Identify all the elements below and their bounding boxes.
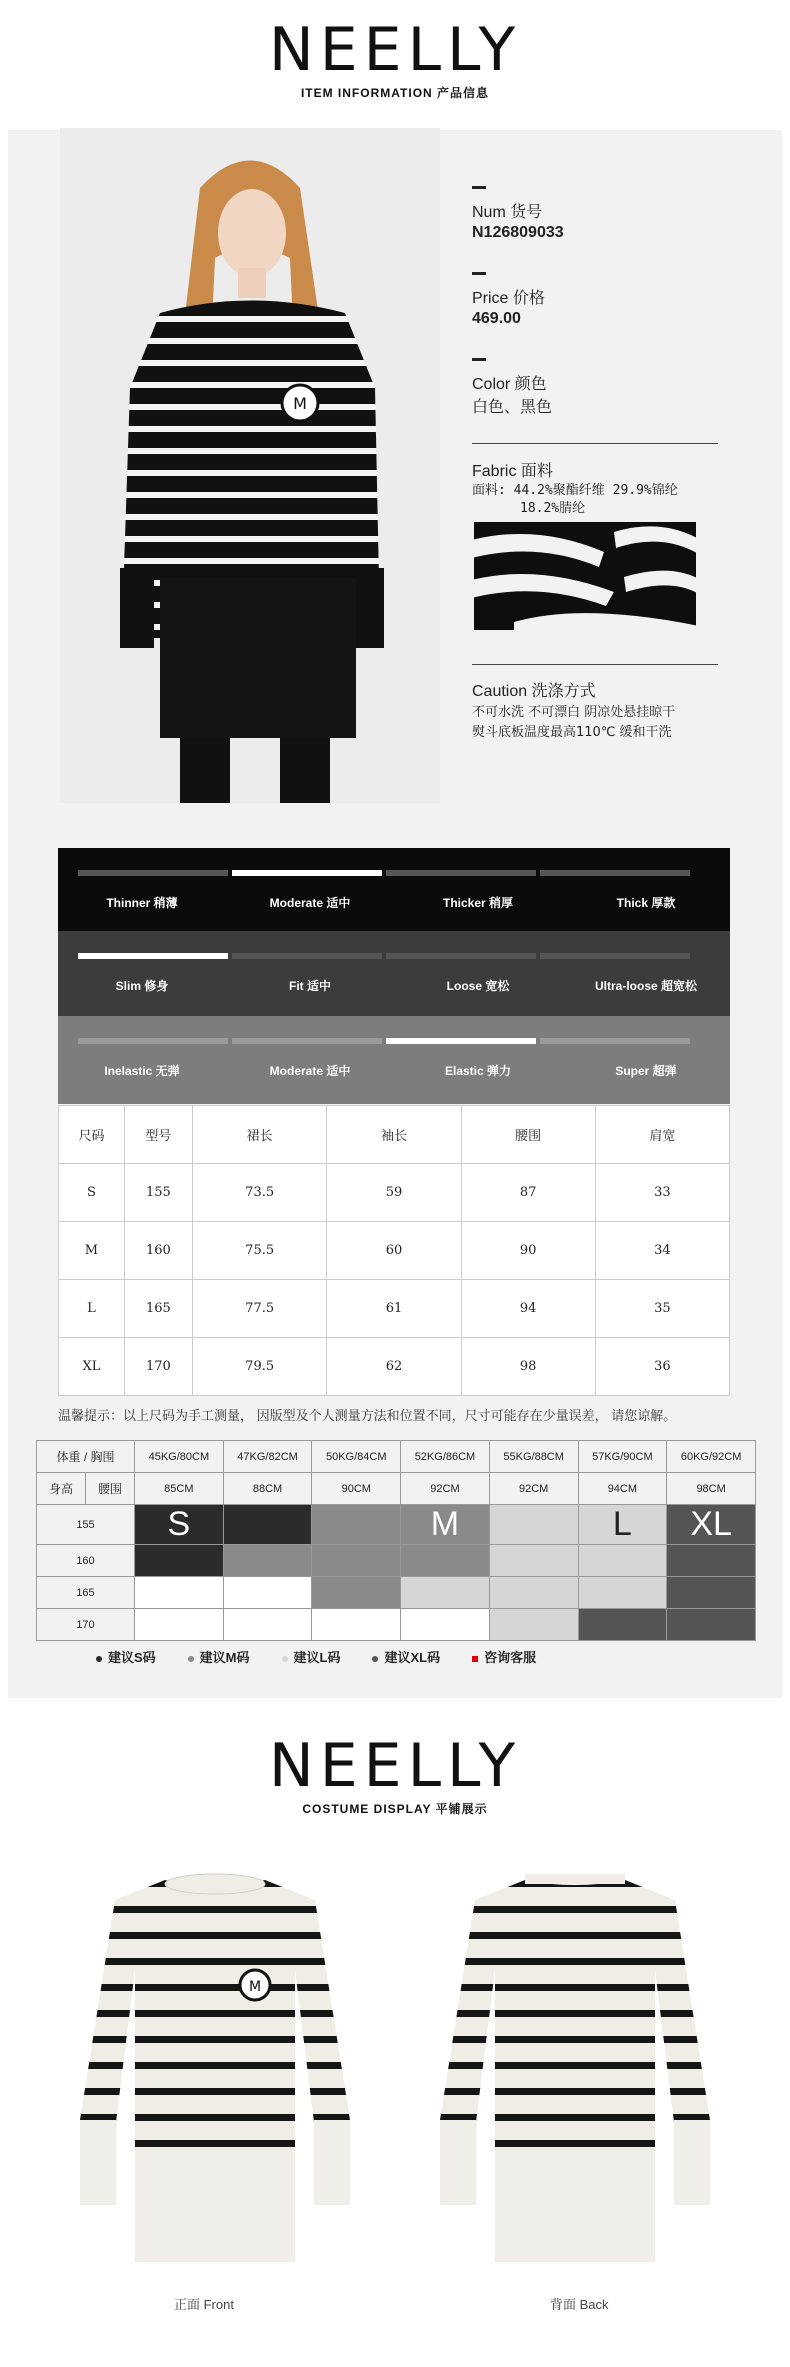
color-label: Color 颜色	[472, 376, 547, 393]
cell: L	[59, 1280, 125, 1338]
dash	[472, 272, 486, 275]
header-cell: 裙长	[192, 1106, 326, 1164]
height-cell: 170	[37, 1609, 135, 1641]
cell: 34	[595, 1222, 729, 1280]
legend-label: 建议L码	[293, 1650, 341, 1665]
waist-cell: 90CM	[312, 1473, 401, 1505]
grid-cell	[578, 1609, 667, 1641]
fit-bar-2	[232, 953, 382, 959]
thickness-label: Moderate 适中	[269, 896, 351, 910]
legend-square	[472, 1656, 478, 1662]
thickness-label: Thicker 稍厚	[442, 896, 514, 910]
size-legend	[96, 1647, 536, 1666]
grid-cell	[401, 1545, 490, 1577]
legend-dot	[282, 1656, 288, 1662]
num-field	[472, 186, 564, 242]
table-row	[59, 1338, 730, 1396]
corner-waist: 腰围	[86, 1473, 135, 1505]
dash	[472, 186, 486, 189]
cell: 155	[124, 1164, 192, 1222]
fit-bars	[78, 953, 690, 959]
table-row	[59, 1222, 730, 1280]
legend-label: 建议M码	[199, 1650, 250, 1665]
size-xl-marker: XL	[667, 1505, 756, 1545]
grid-cell	[223, 1505, 312, 1545]
legend-item-l	[282, 1647, 341, 1666]
cell: 160	[124, 1222, 192, 1280]
cell: S	[59, 1164, 125, 1222]
cell: 36	[595, 1338, 729, 1396]
legend-item-service	[472, 1647, 536, 1666]
grid-cell	[401, 1577, 490, 1609]
model-illustration	[60, 128, 440, 803]
fit-rating	[58, 931, 730, 1016]
cell: 59	[327, 1164, 461, 1222]
svg-text:M: M	[248, 1979, 262, 1995]
size-table	[58, 1105, 730, 1396]
legend-item-s	[96, 1647, 156, 1666]
elasticity-label: Inelastic 无弹	[104, 1064, 180, 1078]
weight-cell: 60KG/92CM	[667, 1441, 756, 1473]
weight-cell: 52KG/86CM	[401, 1441, 490, 1473]
grid-cell	[667, 1609, 756, 1641]
grid-cell	[312, 1577, 401, 1609]
height-row	[37, 1545, 756, 1577]
top-logo	[0, 15, 790, 101]
height-cell: 165	[37, 1577, 135, 1609]
waist-cell: 98CM	[667, 1473, 756, 1505]
size-note: 温馨提示：以上尺码为手工测量， 因版型及个人测量方法和位置不同，尺寸可能存在少量误差， 请您谅解。	[58, 1408, 677, 1423]
corner-weight-chest: 体重 / 胸围	[37, 1441, 135, 1473]
fabric-line-1: 面料: 44.2%聚酯纤维 29.9%锦纶	[472, 483, 678, 498]
grid-cell	[667, 1577, 756, 1609]
elasticity-label: Moderate 适中	[269, 1064, 351, 1078]
caution-line-1: 不可水洗 不可漂白 阴凉处悬挂晾干	[472, 705, 676, 720]
cell: 75.5	[192, 1222, 326, 1280]
legend-item-m	[188, 1647, 250, 1666]
grid-cell	[578, 1577, 667, 1609]
fit-bar-3	[386, 953, 536, 959]
cell: 98	[461, 1338, 595, 1396]
elasticity-bar-1	[78, 1038, 228, 1044]
elasticity-label: Super 超弹	[615, 1064, 677, 1078]
color-field	[472, 358, 552, 417]
waist-cell: 85CM	[135, 1473, 224, 1505]
front-garment	[60, 1870, 370, 2270]
height-row	[37, 1577, 756, 1609]
svg-text:M: M	[293, 394, 307, 413]
cell: 165	[124, 1280, 192, 1338]
waist-cell: 92CM	[401, 1473, 490, 1505]
weight-cell: 57KG/90CM	[578, 1441, 667, 1473]
grid-cell	[489, 1505, 578, 1545]
cell: 35	[595, 1280, 729, 1338]
price-field	[472, 272, 545, 328]
fit-labels	[58, 977, 730, 994]
cell: 87	[461, 1164, 595, 1222]
waist-cell: 94CM	[578, 1473, 667, 1505]
elasticity-labels	[58, 1062, 730, 1079]
height-cell: 155	[37, 1505, 135, 1545]
num-label: Num 货号	[472, 204, 543, 221]
grid-cell	[135, 1609, 224, 1641]
header-cell: 尺码	[59, 1106, 125, 1164]
fabric-label: Fabric 面料	[472, 463, 553, 480]
grid-cell	[489, 1545, 578, 1577]
table-row	[59, 1280, 730, 1338]
back-garment	[420, 1870, 730, 2270]
grid-cell	[312, 1505, 401, 1545]
weight-cell: 55KG/88CM	[489, 1441, 578, 1473]
cell: XL	[59, 1338, 125, 1396]
display-logo	[0, 1731, 790, 1817]
height-row	[37, 1609, 756, 1641]
height-cell: 160	[37, 1545, 135, 1577]
legend-item-xl	[372, 1647, 440, 1666]
thickness-label: Thick 厚款	[616, 896, 676, 910]
weight-cell: 50KG/84CM	[312, 1441, 401, 1473]
weight-cell: 45KG/80CM	[135, 1441, 224, 1473]
corner-height: 身高	[37, 1473, 86, 1505]
cell: M	[59, 1222, 125, 1280]
waist-cell: 92CM	[489, 1473, 578, 1505]
grid-cell	[312, 1609, 401, 1641]
thickness-bar-4	[540, 870, 690, 876]
grid-cell	[223, 1545, 312, 1577]
elasticity-rating	[58, 1016, 730, 1104]
fabric-line-2: 18.2%腈纶	[520, 501, 586, 516]
cell: 62	[327, 1338, 461, 1396]
waist-cell: 88CM	[223, 1473, 312, 1505]
grid-cell	[135, 1577, 224, 1609]
back-caption: 背面 Back	[550, 2297, 609, 2312]
grid-cell	[667, 1545, 756, 1577]
color-value: 白色、黑色	[472, 399, 553, 416]
header-cell: 腰围	[461, 1106, 595, 1164]
size-table-header	[59, 1106, 730, 1164]
cell: 61	[327, 1280, 461, 1338]
cell: 73.5	[192, 1164, 326, 1222]
elasticity-label: Elastic 弹力	[444, 1064, 512, 1078]
thickness-bar-2	[232, 870, 382, 876]
fit-label: Loose 宽松	[446, 979, 510, 993]
legend-label: 建议XL码	[384, 1650, 441, 1665]
grid-cell	[223, 1609, 312, 1641]
grid-cell	[223, 1577, 312, 1609]
caution-line-2: 熨斗底板温度最高110℃ 缓和干洗	[472, 725, 672, 740]
cell: 33	[595, 1164, 729, 1222]
fabric-swatch	[474, 522, 696, 630]
caution-label: Caution 洗涤方式	[472, 683, 596, 700]
price-value: 469.00	[472, 310, 521, 327]
thickness-labels	[58, 894, 730, 911]
legend-label: 建议S码	[108, 1650, 156, 1665]
elasticity-bar-2	[232, 1038, 382, 1044]
fit-bar-1	[78, 953, 228, 959]
dash	[472, 358, 486, 361]
legend-label: 咨询客服	[484, 1650, 537, 1665]
fit-label: Slim 修身	[115, 979, 169, 993]
thickness-bars	[78, 870, 690, 876]
fit-bar-4	[540, 953, 690, 959]
divider	[472, 664, 718, 665]
height-row	[37, 1505, 756, 1545]
size-m-marker: M	[401, 1505, 490, 1545]
size-s-marker: S	[135, 1505, 224, 1545]
elasticity-bar-4	[540, 1038, 690, 1044]
thickness-bar-3	[386, 870, 536, 876]
table-row	[59, 1164, 730, 1222]
header-cell: 肩宽	[595, 1106, 729, 1164]
elasticity-bars	[78, 1038, 690, 1044]
legend-dot	[188, 1656, 194, 1662]
grid-cell	[578, 1545, 667, 1577]
grid-cell	[489, 1577, 578, 1609]
brand-logo: NEELLY	[268, 15, 522, 85]
header-cell: 型号	[124, 1106, 192, 1164]
thickness-rating	[58, 848, 730, 931]
waist-row	[37, 1473, 756, 1505]
brand-logo: NEELLY	[268, 1731, 522, 1801]
back-garment-illustration	[420, 1870, 730, 2270]
thickness-bar-1	[78, 870, 228, 876]
fabric-field	[472, 458, 553, 481]
cell: 94	[461, 1280, 595, 1338]
fabric-swatch-illustration	[474, 522, 696, 630]
grid-cell	[401, 1609, 490, 1641]
weight-cell: 47KG/82CM	[223, 1441, 312, 1473]
item-information-title: ITEM INFORMATION 产品信息	[300, 86, 490, 100]
front-garment-illustration	[60, 1870, 370, 2270]
grid-cell	[135, 1545, 224, 1577]
front-caption: 正面 Front	[174, 2297, 234, 2312]
divider	[472, 443, 718, 444]
size-recommendation-table	[36, 1440, 756, 1641]
caution-field	[472, 678, 596, 701]
cell: 77.5	[192, 1280, 326, 1338]
cell: 60	[327, 1222, 461, 1280]
legend-dot	[96, 1656, 102, 1662]
num-value: N126809033	[472, 224, 564, 241]
model-photo	[60, 128, 440, 803]
size-l-marker: L	[578, 1505, 667, 1545]
header-cell: 袖长	[327, 1106, 461, 1164]
legend-dot	[372, 1656, 378, 1662]
costume-display-title: COSTUME DISPLAY 平铺展示	[302, 1802, 488, 1816]
grid-cell	[312, 1545, 401, 1577]
grid-cell	[489, 1609, 578, 1641]
price-label: Price 价格	[472, 290, 545, 307]
thickness-label: Thinner 稍薄	[106, 896, 178, 910]
cell: 170	[124, 1338, 192, 1396]
cell: 79.5	[192, 1338, 326, 1396]
elasticity-bar-3	[386, 1038, 536, 1044]
fit-label: Ultra-loose 超宽松	[594, 979, 697, 993]
cell: 90	[461, 1222, 595, 1280]
weight-row	[37, 1441, 756, 1473]
fit-label: Fit 适中	[289, 979, 331, 993]
